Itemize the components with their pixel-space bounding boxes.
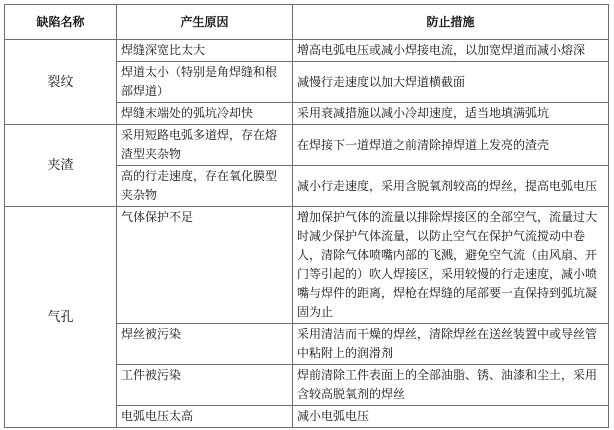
table-row — [5, 125, 609, 166]
cause-cell: 工件被污染 — [117, 365, 293, 406]
measure-cell: 减小电弧电压 — [293, 406, 609, 428]
cause-cell: 气体保护不足 — [117, 207, 293, 324]
cause-cell: 焊道太小（特别是角焊缝和根部焊道） — [117, 62, 293, 103]
header-row — [5, 5, 609, 40]
measure-cell: 采用清洁而干燥的焊丝，清除焊丝在送丝装置中或导丝管中粘附上的润滑剂 — [293, 324, 609, 365]
table-row — [5, 207, 609, 324]
defects-table — [4, 4, 609, 428]
cause-cell: 电弧电压太高 — [117, 406, 293, 428]
measure-cell: 采用衰减措施以减小冷却速度，适当地填满弧坑 — [293, 103, 609, 125]
measure-cell: 减慢行走速度以加大焊道横截面 — [293, 62, 609, 103]
measure-cell: 焊前清除工件表面上的全部油脂、锈、油漆和尘土，采用含较高脱氧剂的焊丝 — [293, 365, 609, 406]
cause-cell: 高的行走速度，存在氧化膜型夹杂物 — [117, 166, 293, 207]
defect-name-cell: 气孔 — [5, 207, 117, 428]
measure-cell: 减小行走速度，采用含脱氧剂较高的焊丝，提高电弧电压 — [293, 166, 609, 207]
header-defect-name: 缺陷名称 — [5, 5, 117, 40]
measure-cell: 增高电弧电压或减小焊接电流，以加宽焊道而减小熔深 — [293, 40, 609, 62]
defect-name-cell: 裂纹 — [5, 40, 117, 125]
cause-cell: 焊缝深宽比太大 — [117, 40, 293, 62]
cause-cell: 焊缝末端处的弧坑冷却快 — [117, 103, 293, 125]
defect-name-cell: 夹渣 — [5, 125, 117, 207]
measure-cell: 增加保护气体的流量以排除焊接区的全部空气，流量过大时减少保护气体流量，以防止空气在保护气流搅动中卷人，清除气体喷嘴内部的飞溅，避免空气流（由风扇、开门等引起的）吹人焊接区，采用较慢的行走速度，减小喷嘴与焊件的距离，焊枪在焊缝的尾部要一直保持到弧坑凝固为止 — [293, 207, 609, 324]
table-row — [5, 40, 609, 62]
cause-cell: 采用短路电弧多道焊，存在熔渣型夹杂物 — [117, 125, 293, 166]
header-measure: 防止措施 — [293, 5, 609, 40]
measure-cell: 在焊接下一道焊道之前清除掉焊道上发亮的渣壳 — [293, 125, 609, 166]
cause-cell: 焊丝被污染 — [117, 324, 293, 365]
header-cause: 产生原因 — [117, 5, 293, 40]
